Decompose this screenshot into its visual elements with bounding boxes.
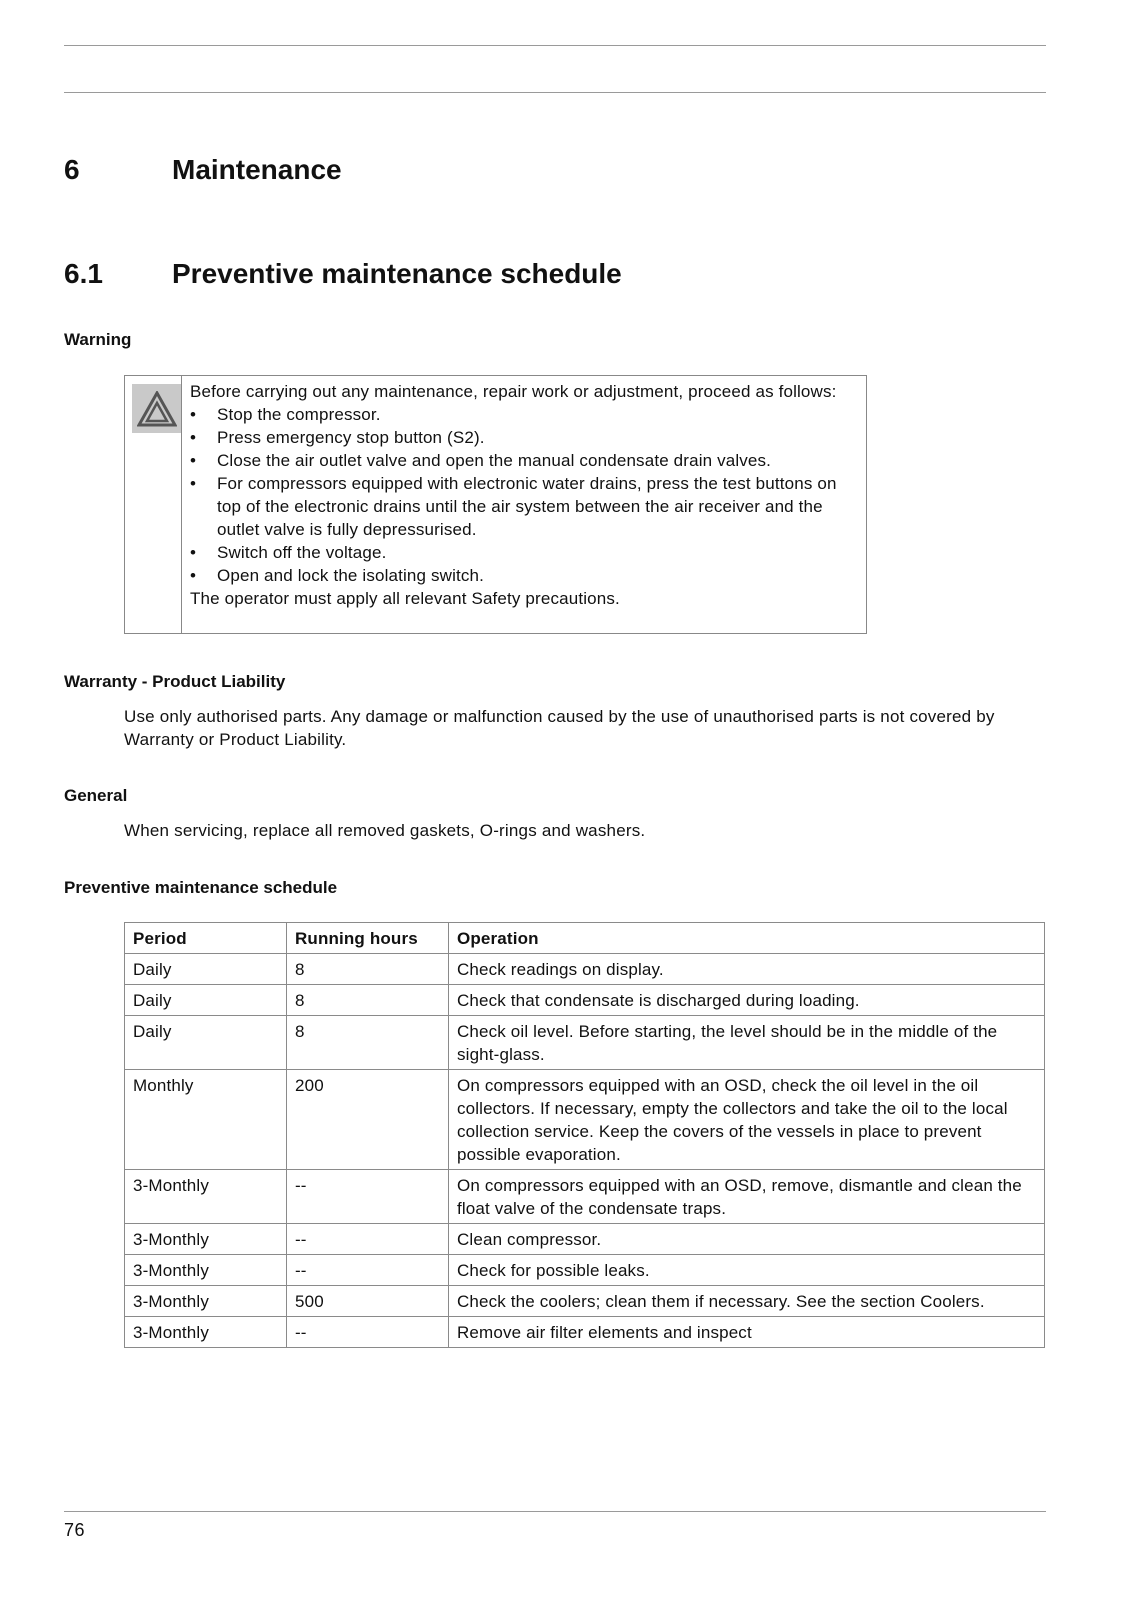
warning-step: • Close the air outlet valve and open the manual condensate drain valves.: [190, 449, 860, 472]
warranty-heading: Warranty - Product Liability: [64, 672, 286, 691]
warning-box: [124, 375, 867, 634]
hours-cell: 500: [287, 1286, 449, 1317]
general-text: When servicing, replace all removed gaskets, O-rings and washers.: [124, 821, 646, 840]
section-number: 6.1: [64, 258, 103, 289]
hours-cell: 8: [287, 1016, 449, 1070]
warning-intro: Before carrying out any maintenance, repair work or adjustment, proceed as follows:: [190, 382, 837, 401]
section-title: Preventive maintenance schedule: [172, 258, 622, 289]
general-heading: General: [64, 786, 128, 805]
operation-cell: On compressors equipped with an OSD, remove, dismantle and clean the float valve of the condensate traps.: [449, 1170, 1045, 1224]
hours-cell: --: [287, 1224, 449, 1255]
chapter-number: 6: [64, 154, 80, 185]
table-row: [125, 1224, 1045, 1255]
warning-steps: [190, 403, 860, 587]
warranty-text: Use only authorised parts. Any damage or malfunction caused by the use of unauthorised parts is not covered by Warranty or Product Liability.: [124, 707, 995, 749]
period-cell: 3-Monthly: [125, 1317, 287, 1348]
column-header-period: Period: [125, 923, 287, 954]
warning-step: • For compressors equipped with electronic water drains, press the test buttons on top of the electronic drains until the air system between the air receiver and the outlet valve is fully depressurised.: [190, 472, 860, 541]
footer-rule: [64, 1511, 1046, 1512]
hours-cell: 200: [287, 1070, 449, 1170]
operation-cell: Check that condensate is discharged during loading.: [449, 985, 1045, 1016]
period-cell: 3-Monthly: [125, 1255, 287, 1286]
operation-cell: On compressors equipped with an OSD, check the oil level in the oil collectors. If necessary, empty the collectors and take the oil to the local collection service. Keep the covers of the vessels in place to prevent possible evaporation.: [449, 1070, 1045, 1170]
warning-triangle-icon: [132, 384, 181, 433]
hours-cell: --: [287, 1255, 449, 1286]
chapter-heading: [64, 154, 342, 186]
operation-cell: Check oil level. Before starting, the level should be in the middle of the sight-glass.: [449, 1016, 1045, 1070]
table-row: [125, 985, 1045, 1016]
period-cell: 3-Monthly: [125, 1286, 287, 1317]
operation-cell: Check readings on display.: [449, 954, 1045, 985]
section-heading: [64, 258, 622, 290]
table-row: [125, 1016, 1045, 1070]
page-number: 76: [64, 1520, 86, 1540]
hours-cell: 8: [287, 954, 449, 985]
schedule-heading: Preventive maintenance schedule: [64, 878, 338, 897]
period-cell: Daily: [125, 1016, 287, 1070]
table-row: [125, 1255, 1045, 1286]
period-cell: Monthly: [125, 1070, 287, 1170]
hours-cell: --: [287, 1317, 449, 1348]
header-rule-bottom: [64, 92, 1046, 93]
chapter-title: Maintenance: [172, 154, 342, 185]
warning-step: • Switch off the voltage.: [190, 541, 860, 564]
warning-heading: Warning: [64, 330, 132, 349]
operation-cell: Clean compressor.: [449, 1224, 1045, 1255]
warning-icon-cell: [125, 376, 182, 633]
maintenance-schedule-table: [124, 922, 1045, 1348]
table-header-row: [125, 923, 1045, 954]
period-cell: 3-Monthly: [125, 1224, 287, 1255]
period-cell: 3-Monthly: [125, 1170, 287, 1224]
table-row: [125, 1070, 1045, 1170]
warning-step: • Press emergency stop button (S2).: [190, 426, 860, 449]
table-row: [125, 1170, 1045, 1224]
hours-cell: 8: [287, 985, 449, 1016]
column-header-running-hours: Running hours: [287, 923, 449, 954]
table-row: [125, 1317, 1045, 1348]
warning-step: • Stop the compressor.: [190, 403, 860, 426]
hours-cell: --: [287, 1170, 449, 1224]
table-row: [125, 1286, 1045, 1317]
period-cell: Daily: [125, 954, 287, 985]
header-rule-top: [64, 45, 1046, 46]
operation-cell: Check for possible leaks.: [449, 1255, 1045, 1286]
warning-closing: The operator must apply all relevant Safety precautions.: [190, 589, 620, 608]
warning-step: • Open and lock the isolating switch.: [190, 564, 860, 587]
operation-cell: Check the coolers; clean them if necessary. See the section Coolers.: [449, 1286, 1045, 1317]
table-row: [125, 954, 1045, 985]
column-header-operation: Operation: [449, 923, 1045, 954]
operation-cell: Remove air filter elements and inspect: [449, 1317, 1045, 1348]
warning-text: [182, 376, 866, 633]
period-cell: Daily: [125, 985, 287, 1016]
